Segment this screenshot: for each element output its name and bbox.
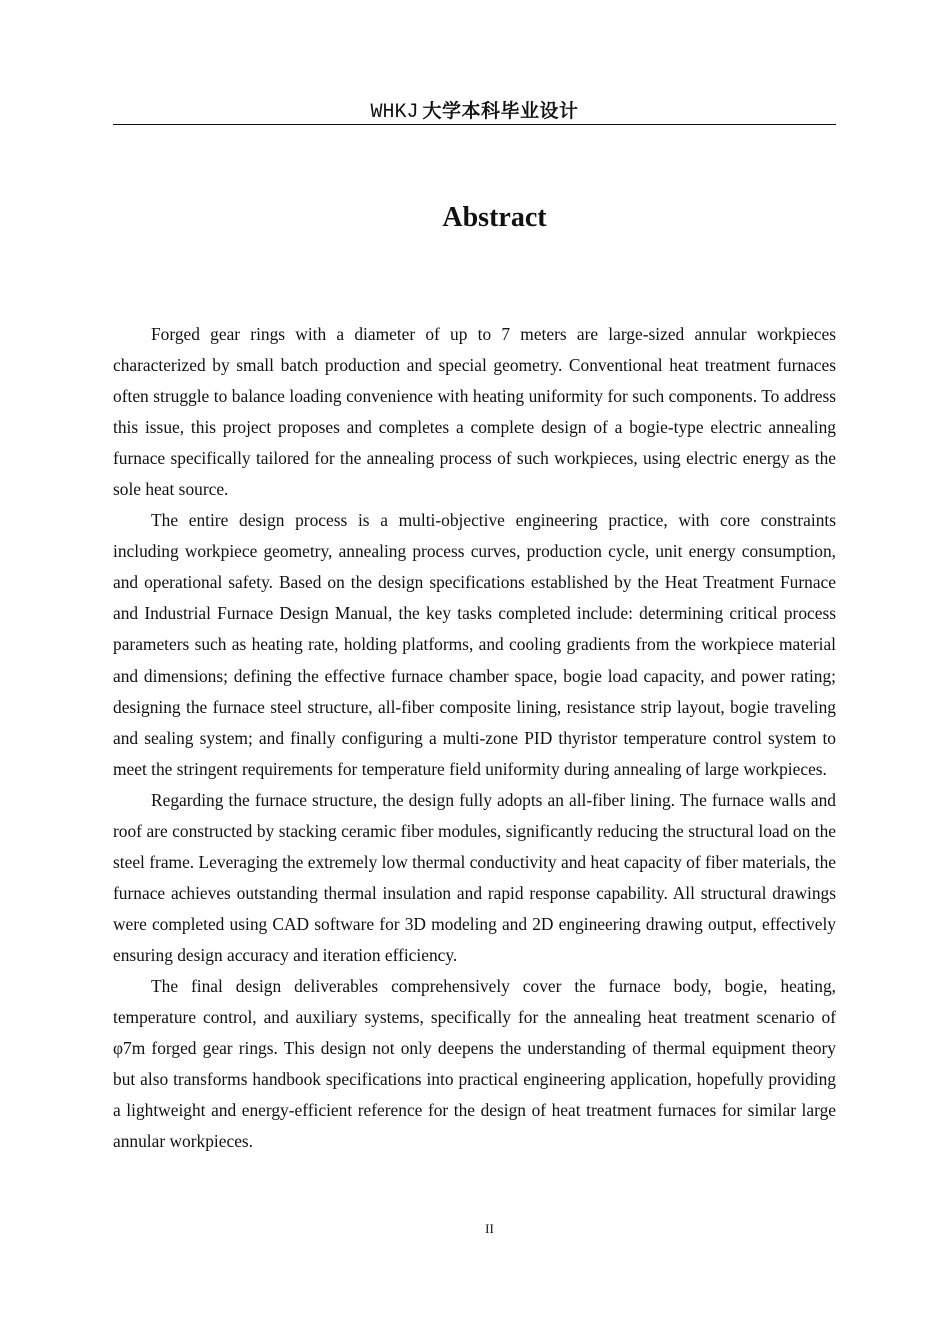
header-code: WHKJ	[370, 101, 419, 124]
page-title: Abstract	[442, 202, 547, 233]
page-number: II	[485, 1221, 494, 1236]
abstract-paragraph-1: Forged gear rings with a diameter of up to 7 meters are large-sized annular workpieces characterized by small batch production and special geometry. Conventional heat treatment furnaces often struggle to balance loading convenience with heating uniformity for such components. To address this issue, this project proposes and completes a complete design of a bogie-type electric annealing furnace specifically tailored for the annealing process of such workpieces, using electric energy as the sole heat source.	[113, 324, 836, 500]
header-school-title: 大学本科毕业设计	[422, 100, 579, 122]
header-divider	[113, 124, 836, 125]
running-header	[113, 96, 836, 124]
abstract-paragraph-4: The final design deliverables comprehensively cover the furnace body, bogie, heating, temperature control, and auxiliary systems, specifically for the annealing heat treatment scenario of φ7m forged gear rings. This design not only deepens the understanding of thermal equipment theory but also transforms handbook specifications into practical engineering application, hopefully providing a lightweight and energy-efficient reference for the design of heat treatment furnaces for similar large annular workpieces.	[113, 975, 836, 1152]
abstract-paragraph-2: The entire design process is a multi-objective engineering practice, with core constraints including workpiece geometry, annealing process curves, production cycle, unit energy consumption, and operational safety. Based on the design specifications established by the Heat Treatment Furnace and Industrial Furnace Design Manual, the key tasks completed include: determining critical process parameters such as heating rate, holding platforms, and cooling gradients from the workpiece material and dimensions; defining the effective furnace chamber space, bogie load capacity, and power rating; designing the furnace steel structure, all-fiber composite lining, resistance strip layout, bogie traveling and sealing system; and finally configuring a multi-zone PID thyristor temperature control system to meet the stringent requirements for temperature field uniformity during annealing of large workpieces.	[113, 510, 836, 779]
abstract-body	[113, 319, 836, 1157]
abstract-paragraph-3: Regarding the furnace structure, the design fully adopts an all-fiber lining. The furnace walls and roof are constructed by stacking ceramic fiber modules, significantly reducing the structural load on the steel frame. Leveraging the extremely low thermal conductivity and heat capacity of fiber materials, the furnace achieves outstanding thermal insulation and rapid response capability. All structural drawings were completed using CAD software for 3D modeling and 2D engineering drawing output, effectively ensuring design accuracy and iteration efficiency.	[113, 789, 836, 965]
